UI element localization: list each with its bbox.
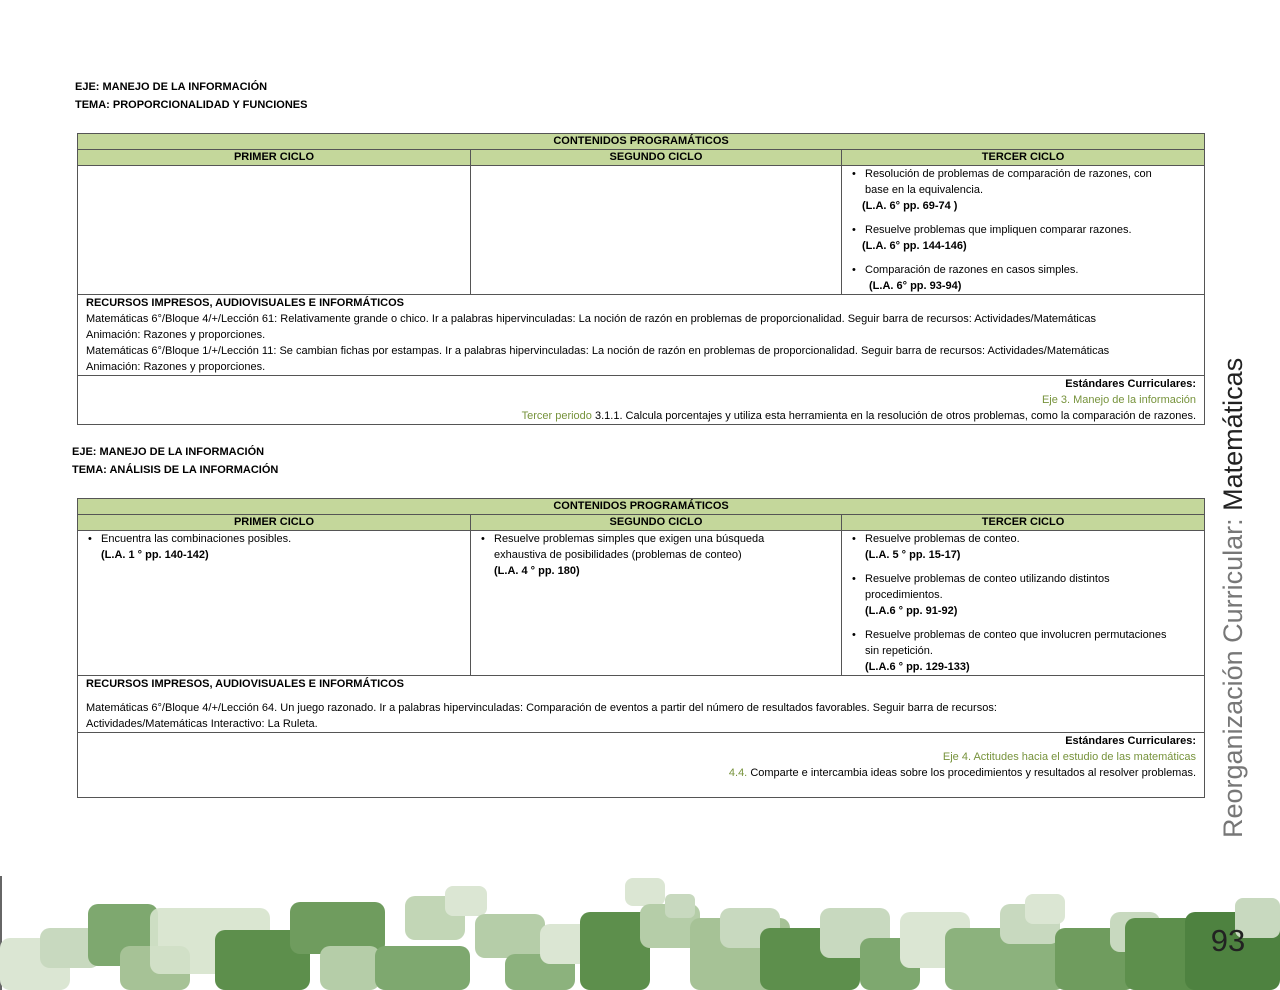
list-item: • Resuelve problemas de conteo utilizando distintos procedimientos. xyxy=(850,571,1196,603)
recursos-line: Matemáticas 6°/Bloque 4/+/Lección 61: Relativamente grande o chico. Ir a palabras hipervinculadas: La noción de razón en problemas de proporcionalidad. Seguir barra de recursos: Actividades/Matemáticas xyxy=(86,313,1096,325)
page-number: 93 xyxy=(1210,923,1246,958)
decorative-footer-shapes xyxy=(0,868,1280,990)
list-item: • Resuelve problemas de conteo que involucren permutaciones sin repetición. xyxy=(850,627,1196,659)
table-title: CONTENIDOS PROGRAMÁTICOS xyxy=(78,499,1205,515)
tercer-ciclo-cell xyxy=(842,166,1205,295)
book-reference: (L.A.6 ° pp. 129-133) xyxy=(865,661,970,673)
contenidos-table-2 xyxy=(77,498,1205,798)
book-reference: (L.A. 6° pp. 144-146) xyxy=(862,240,967,252)
recursos-cell xyxy=(78,676,1205,733)
column-header-tercer: TERCER CICLO xyxy=(842,150,1205,166)
recursos-cell xyxy=(78,295,1205,376)
estandares-number: 4.4. xyxy=(728,767,748,779)
column-header-segundo: SEGUNDO CICLO xyxy=(471,150,842,166)
list-item: • Resuelve problemas de conteo. xyxy=(850,531,1196,547)
book-reference: (L.A.6 ° pp. 91-92) xyxy=(865,605,958,617)
tema-heading-1: TEMA: PROPORCIONALIDAD Y FUNCIONES xyxy=(75,99,308,111)
estandares-text: Tercer periodo 3.1.1. Calcula porcentajes y utiliza esta herramienta en la resolución de otros problemas, como la comparación de razones. xyxy=(521,410,1197,422)
estandares-periodo: Tercer periodo xyxy=(521,410,592,422)
recursos-title: RECURSOS IMPRESOS, AUDIOVISUALES E INFORMÁTICOS xyxy=(86,678,405,690)
book-reference: (L.A. 5 ° pp. 15-17) xyxy=(865,549,961,561)
recursos-line: Actividades/Matemáticas Interactivo: La Ruleta. xyxy=(86,718,318,730)
estandares-title: Estándares Curriculares: xyxy=(1065,378,1197,390)
column-header-segundo: SEGUNDO CICLO xyxy=(471,515,842,531)
column-header-primer: PRIMER CICLO xyxy=(78,515,471,531)
book-reference: (L.A. 4 ° pp. 180) xyxy=(494,565,580,577)
primer-ciclo-cell xyxy=(78,531,471,676)
recursos-line: Animación: Razones y proporciones. xyxy=(86,329,266,341)
tema-heading-2: TEMA: ANÁLISIS DE LA INFORMACIÓN xyxy=(72,464,279,476)
eje-heading-1: EJE: MANEJO DE LA INFORMACIÓN xyxy=(75,81,268,93)
book-reference: (L.A. 1 ° pp. 140-142) xyxy=(101,549,209,561)
recursos-line: Matemáticas 6°/Bloque 1/+/Lección 11: Se cambian fichas por estampas. Ir a palabras hipervinculadas: La noción de razón en problemas de proporcionalidad. Seguir barra de recursos: Actividades/Matemáticas xyxy=(86,345,1110,357)
book-reference: (L.A. 6° pp. 93-94) xyxy=(869,280,962,292)
estandares-cell xyxy=(78,733,1205,798)
side-title: Reorganización Curricular: Matemáticas xyxy=(1218,357,1248,838)
estandares-eje: Eje 3. Manejo de la información xyxy=(1041,394,1197,406)
list-item: • Comparación de razones en casos simples. xyxy=(850,262,1196,278)
segundo-ciclo-cell xyxy=(471,531,842,676)
list-item: • Resuelve problemas simples que exigen una búsqueda exhaustiva de posibilidades (problemas de conteo) xyxy=(479,531,833,563)
segundo-ciclo-cell xyxy=(471,166,842,295)
list-item: • Resuelve problemas que impliquen comparar razones. xyxy=(850,222,1196,238)
list-item: • Encuentra las combinaciones posibles. xyxy=(86,531,462,547)
estandares-title: Estándares Curriculares: xyxy=(1065,735,1197,747)
book-reference: (L.A. 6° pp. 69-74 ) xyxy=(862,200,958,212)
table-title: CONTENIDOS PROGRAMÁTICOS xyxy=(78,134,1205,150)
list-item: • Resolución de problemas de comparación de razones, con base en la equivalencia. xyxy=(850,166,1196,198)
recursos-title: RECURSOS IMPRESOS, AUDIOVISUALES E INFORMÁTICOS xyxy=(86,297,405,309)
column-header-tercer: TERCER CICLO xyxy=(842,515,1205,531)
contenidos-table-1 xyxy=(77,133,1205,425)
recursos-line: Matemáticas 6°/Bloque 4/+/Lección 64. Un juego razonado. Ir a palabras hipervinculadas: Comparación de eventos a partir del número de resultados favorables. Seguir barra de recursos: xyxy=(86,702,997,714)
estandares-text: 4.4. Comparte e intercambia ideas sobre los procedimientos y resultados al resolver problemas. xyxy=(728,767,1197,779)
estandares-cell xyxy=(78,376,1205,425)
column-header-primer: PRIMER CICLO xyxy=(78,150,471,166)
recursos-line: Animación: Razones y proporciones. xyxy=(86,361,266,373)
eje-heading-2: EJE: MANEJO DE LA INFORMACIÓN xyxy=(72,446,265,458)
primer-ciclo-cell xyxy=(78,166,471,295)
estandares-eje: Eje 4. Actitudes hacia el estudio de las matemáticas xyxy=(942,751,1197,763)
tercer-ciclo-cell xyxy=(842,531,1205,676)
